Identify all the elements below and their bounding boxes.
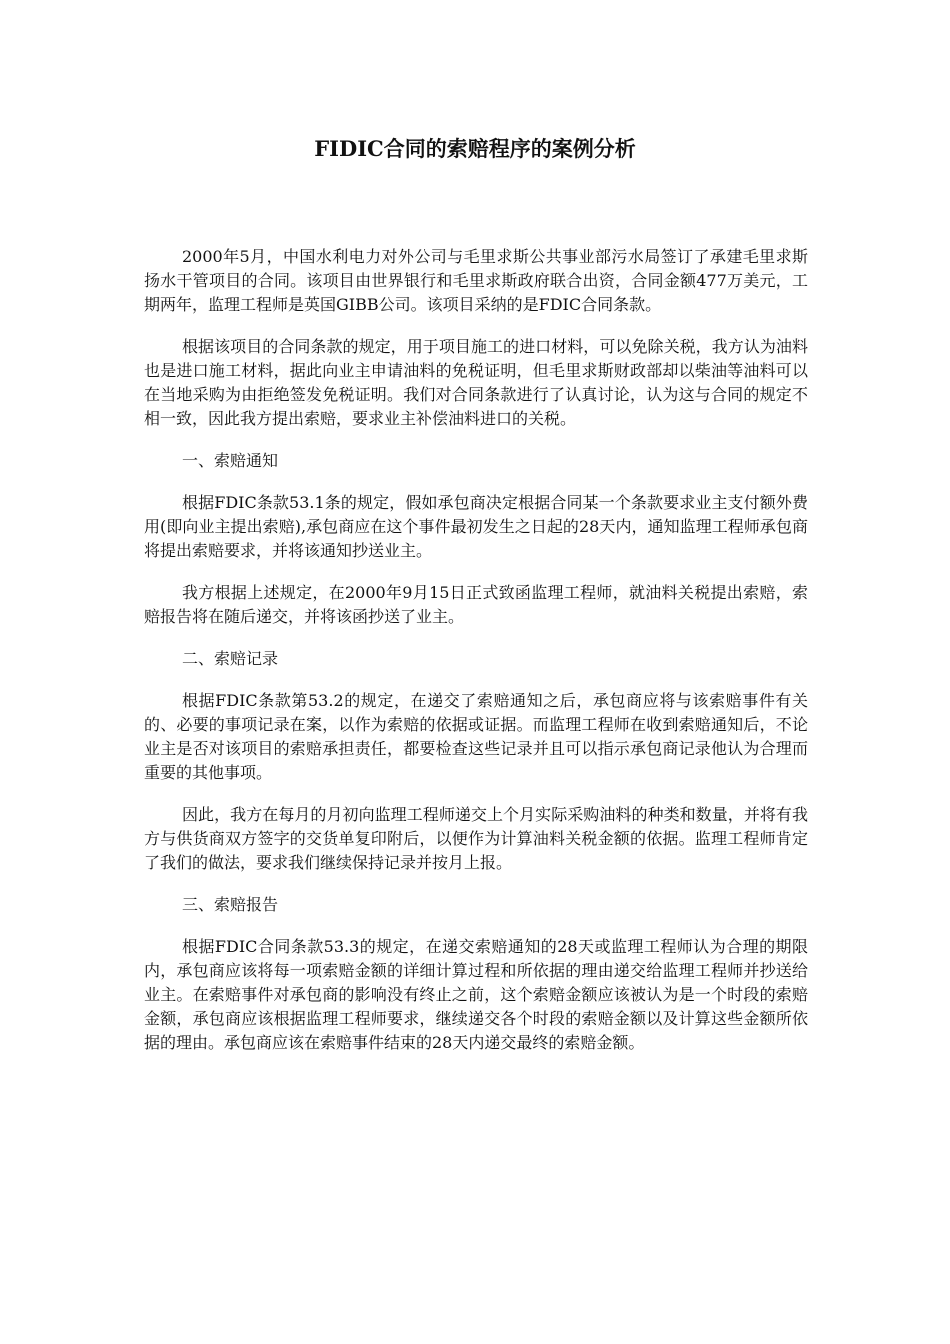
paragraph-notice-letter: 我方根据上述规定，在2000年9月15日正式致函监理工程师，就油料关税提出索赔，索赔报告将在随后递交，并将该函抄送了业主。 (144, 583, 808, 626)
paragraph-clause-53-3: 根据FDIC合同条款53.3的规定，在递交索赔通知的28天或监理工程师认为合理的期限内，承包商应该将每一项索赔金额的详细计算过程和所依据的理由递交给监理工程师并抄送给业主。在索赔事件对承包商的影响没有终止之前，这个索赔金额应该被认为是一个时段的索赔金额，承包商应该根据监理工程师要求，继续递交各个时段的索赔金额以及计算这些金额所依据的理由。承包商应该在索赔事件结束的28天内递交最终的索赔金额。 (144, 937, 808, 1052)
paragraph-claim-background: 根据该项目的合同条款的规定，用于项目施工的进口材料，可以免除关税，我方认为油料也是进口施工材料，据此向业主申请油料的免税证明，但毛里求斯财政部却以柴油等油料可以在当地采购为由拒绝签发免税证明。我们对合同条款进行了认真讨论，认为这与合同的规定不相一致，因此我方提出索赔，要求业主补偿油料进口的关税。 (144, 337, 808, 428)
paragraph-project-intro: 2000年5月，中国水利电力对外公司与毛里求斯公共事业部污水局签订了承建毛里求斯扬水干管项目的合同。该项目由世界银行和毛里求斯政府联合出资，合同金额477万美元，工期两年，监理工程师是英国GIBB公司。该项目采纳的是FDIC合同条款。 (144, 247, 808, 314)
section-heading-claim-notice: 一、索赔通知 (182, 451, 279, 470)
document-title: FIDIC合同的索赔程序的案例分析 (314, 136, 636, 161)
paragraph-monthly-records: 因此，我方在每月的月初向监理工程师递交上个月实际采购油料的种类和数量，并将有我方与供货商双方签字的交货单复印附后，以便作为计算油料关税金额的依据。监理工程师肯定了我们的做法，要求我们继续保持记录并按月上报。 (144, 805, 808, 872)
paragraph-clause-53-2: 根据FDIC条款第53.2的规定，在递交了索赔通知之后，承包商应将与该索赔事件有关的、必要的事项记录在案，以作为索赔的依据或证据。而监理工程师在收到索赔通知后，不论业主是否对该项目的索赔承担责任，都要检查这些记录并且可以指示承包商记录他认为合理而重要的其他事项。 (144, 691, 808, 782)
document-body (144, 245, 808, 1073)
section-heading-claim-records: 二、索赔记录 (182, 649, 279, 668)
section-heading-claim-report: 三、索赔报告 (182, 895, 279, 914)
paragraph-clause-53-1: 根据FDIC条款53.1条的规定，假如承包商决定根据合同某一个条款要求业主支付额外费用(即向业主提出索赔),承包商应在这个事件最初发生之日起的28天内，通知监理工程师承包商将提出索赔要求，并将该通知抄送业主。 (144, 493, 808, 560)
